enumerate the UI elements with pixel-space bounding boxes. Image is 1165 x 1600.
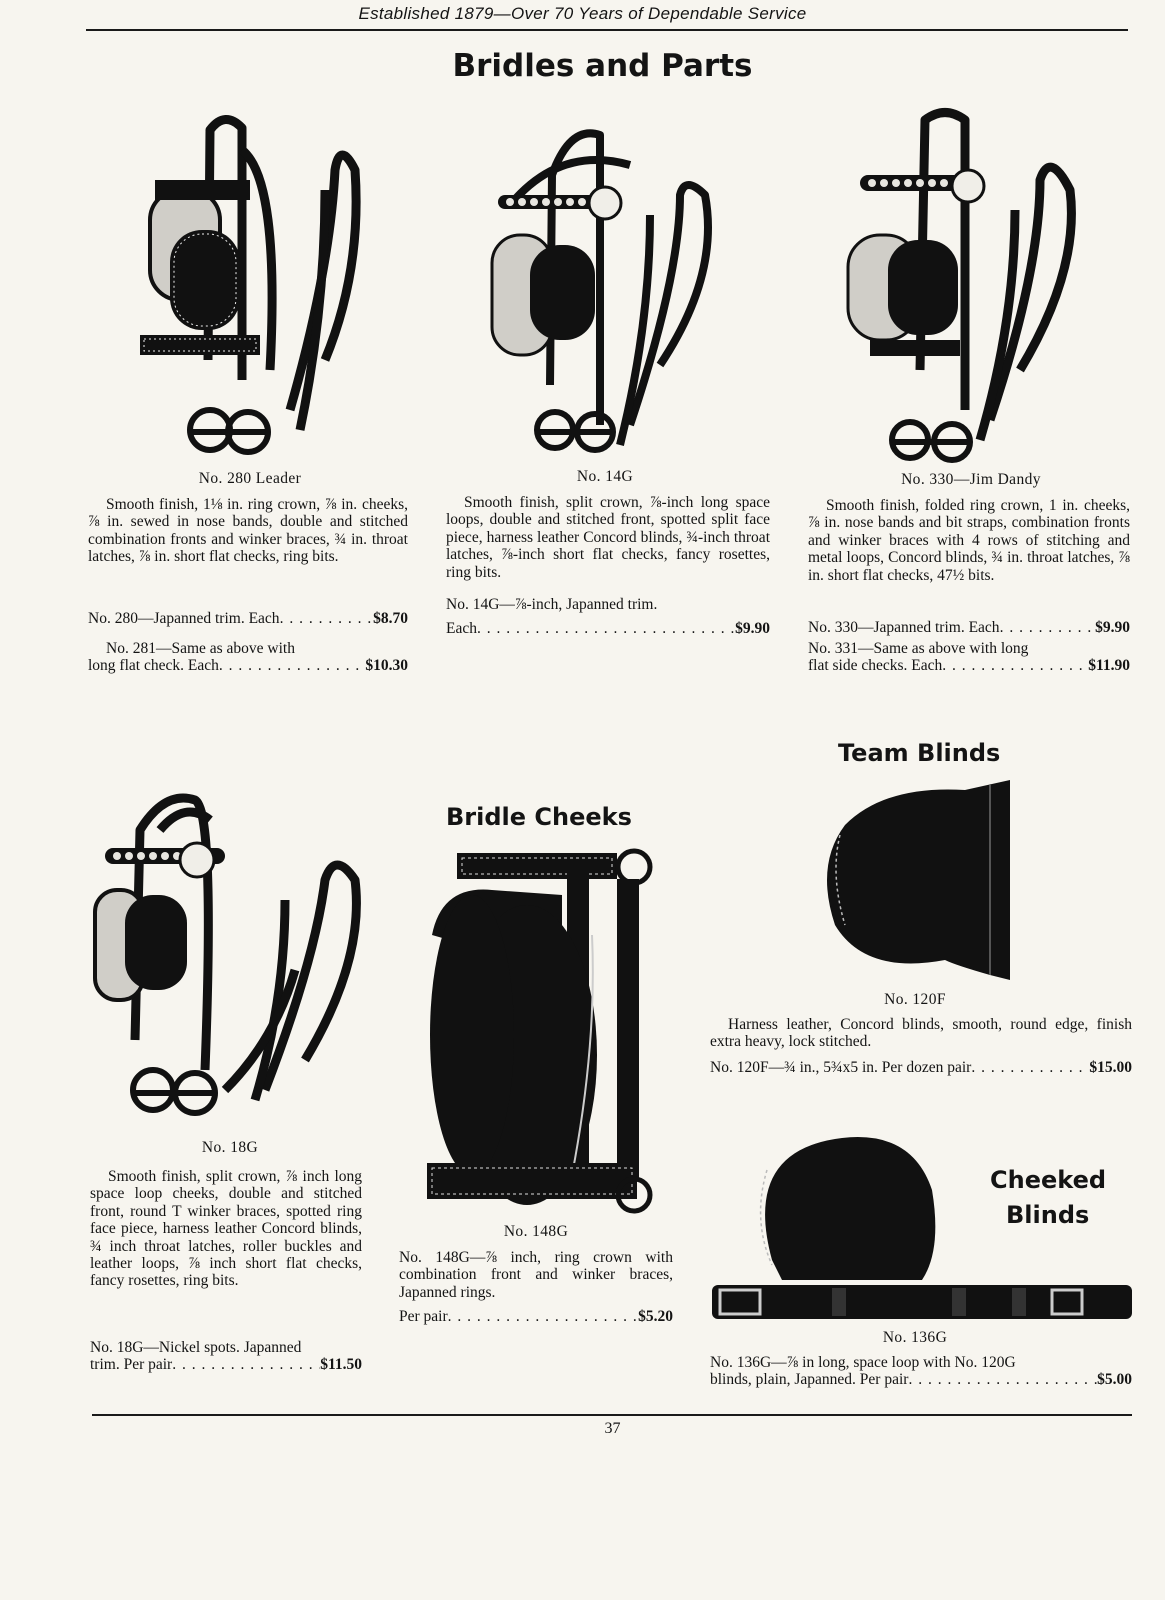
bridle-280-illustration: [130, 110, 370, 460]
product-caption-18g: No. 18G: [201, 1139, 259, 1156]
leader-dots: [1000, 619, 1096, 636]
price-label-281: long flat check. Each: [88, 657, 219, 674]
product-description-14g: Smooth finish, split crown, ⅞-inch long space loops, double and stitched front, spotted split face piece, harness leather Concord blinds, ¾-inch throat latches, ⅞-inch short flat checks, fancy rosettes, ring bits.: [446, 494, 770, 581]
product-description-148g: No. 148G—⅞ inch, ring crown with combination front and winker braces, Japanned rings.: [399, 1249, 673, 1301]
product-caption-280: No. 280 Leader: [198, 470, 302, 487]
price-14g: $9.90: [735, 620, 770, 637]
price-label-330: No. 330—Japanned trim. Each: [808, 619, 1000, 636]
section-heading-blinds: Blinds: [1006, 1201, 1090, 1229]
price-330: $9.90: [1095, 619, 1130, 636]
price-148g: $5.20: [638, 1308, 673, 1325]
leader-dots: [448, 1308, 638, 1325]
variant-text-281: No. 281—Same as above with: [106, 640, 295, 657]
bridle-cheeks-148g-illustration: [422, 845, 662, 1220]
price-line-281: [88, 657, 408, 674]
product-caption-330: No. 330—Jim Dandy: [901, 471, 1041, 488]
product-description-120f: Harness leather, Concord blinds, smooth, round edge, finish extra heavy, lock stitched.: [710, 1016, 1132, 1051]
price-281: $10.30: [365, 657, 408, 674]
page-number: 37: [604, 1420, 621, 1437]
price-label-18g: trim. Per pair: [90, 1356, 173, 1373]
price-line-120f: [710, 1059, 1132, 1076]
leader-dots: [908, 1371, 1097, 1388]
product-description-330: Smooth finish, folded ring crown, 1 in. cheeks, ⅞ in. nose bands and bit straps, combination fronts and winker braces with 4 rows of stitching and metal loops, Concord blinds, ¾ in. throat latches, ⅞ in. short flat checks, 47½ bits.: [808, 497, 1130, 584]
leader-dots: [971, 1059, 1089, 1076]
price-line-330: [808, 619, 1130, 636]
section-heading-team-blinds: Team Blinds: [838, 739, 1001, 767]
variant-text-14g: No. 14G—⅞-inch, Japanned trim.: [446, 596, 658, 613]
page-title: Bridles and Parts: [452, 48, 753, 84]
leader-dots: [477, 620, 735, 637]
leader-dots: [219, 657, 366, 674]
variant-text-18g: No. 18G—Nickel spots. Japanned: [90, 1339, 302, 1356]
header-tagline: Established 1879—Over 70 Years of Dependable Service: [358, 4, 807, 23]
product-caption-120f: No. 120F: [884, 991, 946, 1008]
product-caption-148g: No. 148G: [503, 1223, 569, 1240]
leader-dots: [942, 657, 1088, 674]
header-rule: [86, 29, 1128, 31]
price-280: $8.70: [373, 610, 408, 627]
product-caption-136g: No. 136G: [882, 1329, 948, 1346]
price-label-280: No. 280—Japanned trim. Each: [88, 610, 280, 627]
price-label-331: flat side checks. Each: [808, 657, 943, 674]
price-136g: $5.00: [1097, 1371, 1132, 1388]
price-line-14g: [446, 620, 770, 637]
price-line-280: [88, 610, 408, 627]
section-heading-cheeked: Cheeked: [990, 1166, 1107, 1194]
bridle-330-illustration: [840, 110, 1090, 465]
product-description-18g: Smooth finish, split crown, ⅞ inch long space loop cheeks, double and stitched front, round T winker braces, spotted ring face piece, harness leather Concord blinds, ¾ inch throat latches, roller buckles and leather loops, ⅞ inch short flat checks, fancy rosettes, ring bits.: [90, 1168, 362, 1290]
price-line-148g: [399, 1308, 673, 1325]
leader-dots: [172, 1356, 320, 1373]
price-18g: $11.50: [320, 1356, 362, 1373]
price-label-120f: No. 120F—¾ in., 5¾x5 in. Per dozen pair: [710, 1059, 972, 1076]
leader-dots: [280, 610, 374, 627]
price-line-18g: [90, 1356, 362, 1373]
section-heading-bridle-cheeks: Bridle Cheeks: [446, 803, 632, 831]
bridle-14g-illustration: [480, 125, 730, 455]
price-label-148g: Per pair: [399, 1308, 448, 1325]
team-blinds-120f-illustration: [825, 775, 1025, 985]
price-line-136g: [710, 1371, 1132, 1388]
price-label-14g: Each: [446, 620, 477, 637]
price-331: $11.90: [1088, 657, 1130, 674]
bridle-18g-illustration: [95, 790, 375, 1135]
price-line-331: [808, 657, 1130, 674]
price-120f: $15.00: [1089, 1059, 1132, 1076]
footer-rule: [92, 1414, 1132, 1416]
product-caption-14g: No. 14G: [576, 468, 634, 485]
variant-text-136g: No. 136G—⅞ in long, space loop with No. 120G: [710, 1354, 1016, 1371]
price-label-136g: blinds, plain, Japanned. Per pair: [710, 1371, 909, 1388]
variant-text-331: No. 331—Same as above with long: [808, 640, 1029, 657]
product-description-280: Smooth finish, 1⅛ in. ring crown, ⅞ in. cheeks, ⅞ in. sewed in nose bands, double and stitched combination fronts and winker braces, ¾ in. throat latches, ⅞ in. short flat checks, ring bits.: [88, 496, 408, 566]
